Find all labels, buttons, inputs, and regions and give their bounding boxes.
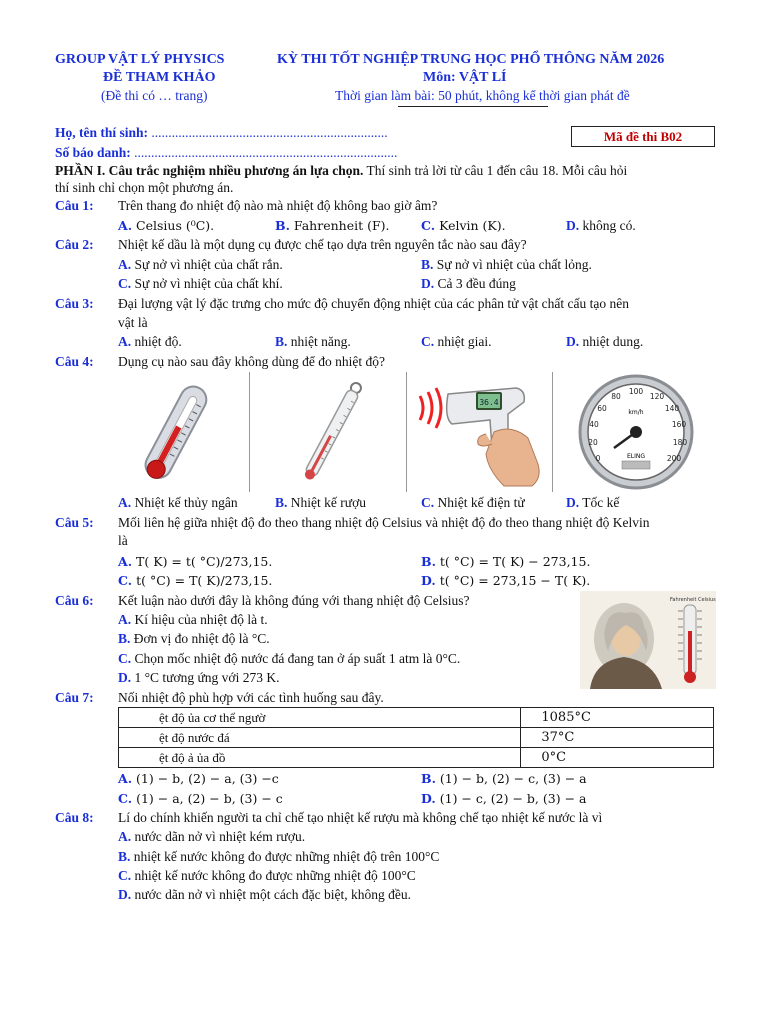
- q8-option-a[interactable]: A. nước dãn nở vì nhiệt kém rượu.: [118, 829, 306, 844]
- q5-text-line1: Mối liên hệ giữa nhiệt độ đo theo thang nhiệt độ Celsius và nhiệt độ đo theo thang nhiệt độ Kelvin: [118, 515, 650, 530]
- svg-text:140: 140: [664, 404, 680, 413]
- part1-instr2: thí sinh chỉ chọn một phương án.: [55, 180, 234, 195]
- part1-instr1: Thí sinh trả lời từ câu 1 đến câu 18. Mỗi câu hỏi: [363, 163, 628, 178]
- image-divider: [552, 372, 553, 492]
- q3-option-b[interactable]: B. nhiệt năng.: [275, 334, 351, 349]
- svg-text:0: 0: [595, 454, 601, 463]
- svg-text:180: 180: [672, 438, 688, 447]
- q1-option-d[interactable]: D. không có.: [566, 218, 636, 233]
- q8-option-c[interactable]: C. nhiệt kế nước không đo được những nhiệt độ 100°C: [118, 868, 416, 883]
- subject: Môn: VẬT LÍ: [423, 70, 507, 85]
- table-cell: ệt độ ủa cơ thể ngườ: [119, 708, 521, 728]
- scale-left-label: Fahrenheit: [670, 597, 697, 603]
- celsius-portrait-image: [580, 591, 716, 689]
- exam-title: KỲ THI TỐT NGHIỆP TRUNG HỌC PHỔ THÔNG NĂM 2026: [277, 52, 665, 67]
- q6-option-d[interactable]: D. 1 °C tương ứng với 273 K.: [118, 670, 280, 685]
- table-cell: ệt độ nước đá: [119, 728, 521, 748]
- table-cell: 0°C: [521, 748, 714, 768]
- q5-option-d[interactable]: D. t( °C) = 273,15 − T( K).: [421, 573, 591, 588]
- svg-text:20: 20: [588, 438, 598, 447]
- student-name-row: [55, 125, 388, 141]
- q4-option-a[interactable]: A. Nhiệt kế thủy ngân: [118, 495, 238, 510]
- student-id-label: Số báo danh:: [55, 145, 135, 160]
- gauge-unit-label: km/h: [628, 409, 644, 416]
- group-name: GROUP VẬT LÝ PHYSICS: [55, 52, 225, 67]
- q4-number: Câu 4:: [55, 354, 94, 369]
- table-cell: 1085°C: [521, 708, 714, 728]
- q1-text: Trên thang đo nhiệt độ nào mà nhiệt độ không bao giờ âm?: [118, 198, 438, 213]
- student-name-field[interactable]: ......................................................................: [151, 125, 388, 140]
- q6-option-b[interactable]: B. Đơn vị đo nhiệt độ là °C.: [118, 631, 270, 646]
- q6-option-c[interactable]: C. Chọn mốc nhiệt độ nước đá đang tan ở áp suất 1 atm là 0°C.: [118, 651, 461, 666]
- table-cell: ệt độ ả ủa đồ: [119, 748, 521, 768]
- scale-right-label: Celsius: [698, 597, 716, 603]
- alcohol-thermometer-image: [262, 376, 392, 490]
- part1-title: PHẦN I. Câu trắc nghiệm nhiều phương án lựa chọn.: [55, 163, 364, 178]
- q8-option-d[interactable]: D. nước dãn nở vì nhiệt một cách đặc biệt, không đều.: [118, 887, 412, 902]
- svg-text:60: 60: [597, 404, 607, 413]
- q7-matching-table: [118, 707, 714, 768]
- q7-number: Câu 7:: [55, 690, 94, 705]
- q5-number: Câu 5:: [55, 515, 94, 530]
- q1-number: Câu 1:: [55, 198, 94, 213]
- q2-option-b[interactable]: B. Sự nở vì nhiệt của chất lỏng.: [421, 257, 592, 272]
- q7-text: Nối nhiệt độ phù hợp với các tình huống sau đây.: [118, 690, 384, 705]
- q6-option-a[interactable]: A. Kí hiệu của nhiệt độ là t.: [118, 612, 268, 627]
- q3-number: Câu 3:: [55, 296, 94, 311]
- table-row: [119, 748, 714, 768]
- q3-option-a[interactable]: A. nhiệt độ.: [118, 334, 182, 349]
- svg-text:120: 120: [649, 392, 665, 401]
- q1-option-a[interactable]: A. Celsius (⁰C).: [118, 218, 215, 233]
- q2-option-c[interactable]: C. Sự nở vì nhiệt của chất khí.: [118, 276, 283, 291]
- image-divider: [249, 372, 250, 492]
- header-rule: [398, 106, 548, 107]
- speedometer-image: [566, 372, 706, 490]
- q5-option-c[interactable]: C. t( °C) = T( K)/273,15.: [118, 573, 273, 588]
- exam-time: Thời gian làm bài: 50 phút, không kể thời gian phát đề: [335, 88, 630, 103]
- ir-display-reading: 36.4: [479, 398, 499, 407]
- table-row: [119, 708, 714, 728]
- q5-option-b[interactable]: B. t( °C) = T( K) − 273,15.: [421, 554, 591, 569]
- q8-option-b[interactable]: B. nhiệt kế nước không đo được những nhiệt độ trên 100°C: [118, 849, 440, 864]
- svg-text:40: 40: [589, 420, 599, 429]
- mercury-thermometer-image: [110, 378, 240, 490]
- image-divider: [406, 372, 407, 492]
- q3-text-line2: vật là: [118, 315, 148, 330]
- q7-option-b[interactable]: B. (1) − b, (2) − c, (3) − a: [421, 771, 587, 786]
- exam-code-box: Mã đề thi B02: [571, 126, 715, 147]
- q2-text: Nhiệt kế dầu là một dụng cụ được chế tạo dựa trên nguyên tắc nào sau đây?: [118, 237, 527, 252]
- q4-option-b[interactable]: B. Nhiệt kế rượu: [275, 495, 366, 510]
- q5-option-a[interactable]: A. T( K) = t( °C)/273,15.: [118, 554, 273, 569]
- infrared-thermometer-image: [416, 374, 548, 490]
- q1-option-b[interactable]: B. Fahrenheit (F).: [275, 218, 390, 233]
- q2-number: Câu 2:: [55, 237, 94, 252]
- page-count: (Đề thi có … trang): [101, 88, 208, 103]
- q6-number: Câu 6:: [55, 593, 94, 608]
- table-cell: 37°C: [521, 728, 714, 748]
- table-row: [119, 728, 714, 748]
- q3-text-line1: Đại lượng vật lý đặc trưng cho mức độ chuyển động nhiệt của các phân tử vật chất cấu tạo nên: [118, 296, 629, 311]
- q3-option-c[interactable]: C. nhiệt giai.: [421, 334, 492, 349]
- q6-text: Kết luận nào dưới đây là không đúng với thang nhiệt độ Celsius?: [118, 593, 470, 608]
- q4-option-c[interactable]: C. Nhiệt kế điện tử: [421, 495, 525, 510]
- q3-option-d[interactable]: D. nhiệt dung.: [566, 334, 644, 349]
- q1-option-c[interactable]: C. Kelvin (K).: [421, 218, 506, 233]
- exam-type: ĐỀ THAM KHẢO: [103, 70, 216, 85]
- q5-text-line2: là: [118, 533, 128, 548]
- part1-heading: [55, 163, 715, 179]
- student-name-label: Họ, tên thí sinh:: [55, 125, 152, 140]
- student-id-row: [55, 145, 397, 161]
- svg-text:200: 200: [666, 454, 682, 463]
- q2-option-a[interactable]: A. Sự nở vì nhiệt của chất rắn.: [118, 257, 283, 272]
- q2-option-d[interactable]: D. Cả 3 đều đúng: [421, 276, 516, 291]
- q8-number: Câu 8:: [55, 810, 94, 825]
- q4-option-d[interactable]: D. Tốc kế: [566, 495, 620, 510]
- q7-option-d[interactable]: D. (1) − c, (2) − b, (3) − a: [421, 791, 587, 806]
- svg-text:80: 80: [611, 392, 621, 401]
- svg-text:160: 160: [671, 420, 687, 429]
- q7-option-c[interactable]: C. (1) − a, (2) − b, (3) − c: [118, 791, 283, 806]
- svg-text:100: 100: [628, 387, 644, 396]
- q4-text: Dụng cụ nào sau đây không dùng để đo nhiệt độ?: [118, 354, 385, 369]
- q7-option-a[interactable]: A. (1) − b, (2) − a, (3) −c: [118, 771, 279, 786]
- q8-text: Lí do chính khiến người ta chỉ chế tạo nhiệt kế rượu mà không chế tạo nhiệt kế nước là vì: [118, 810, 603, 825]
- gauge-brand-label: ELING: [626, 453, 646, 460]
- student-id-field[interactable]: ..............................................................................: [134, 145, 398, 160]
